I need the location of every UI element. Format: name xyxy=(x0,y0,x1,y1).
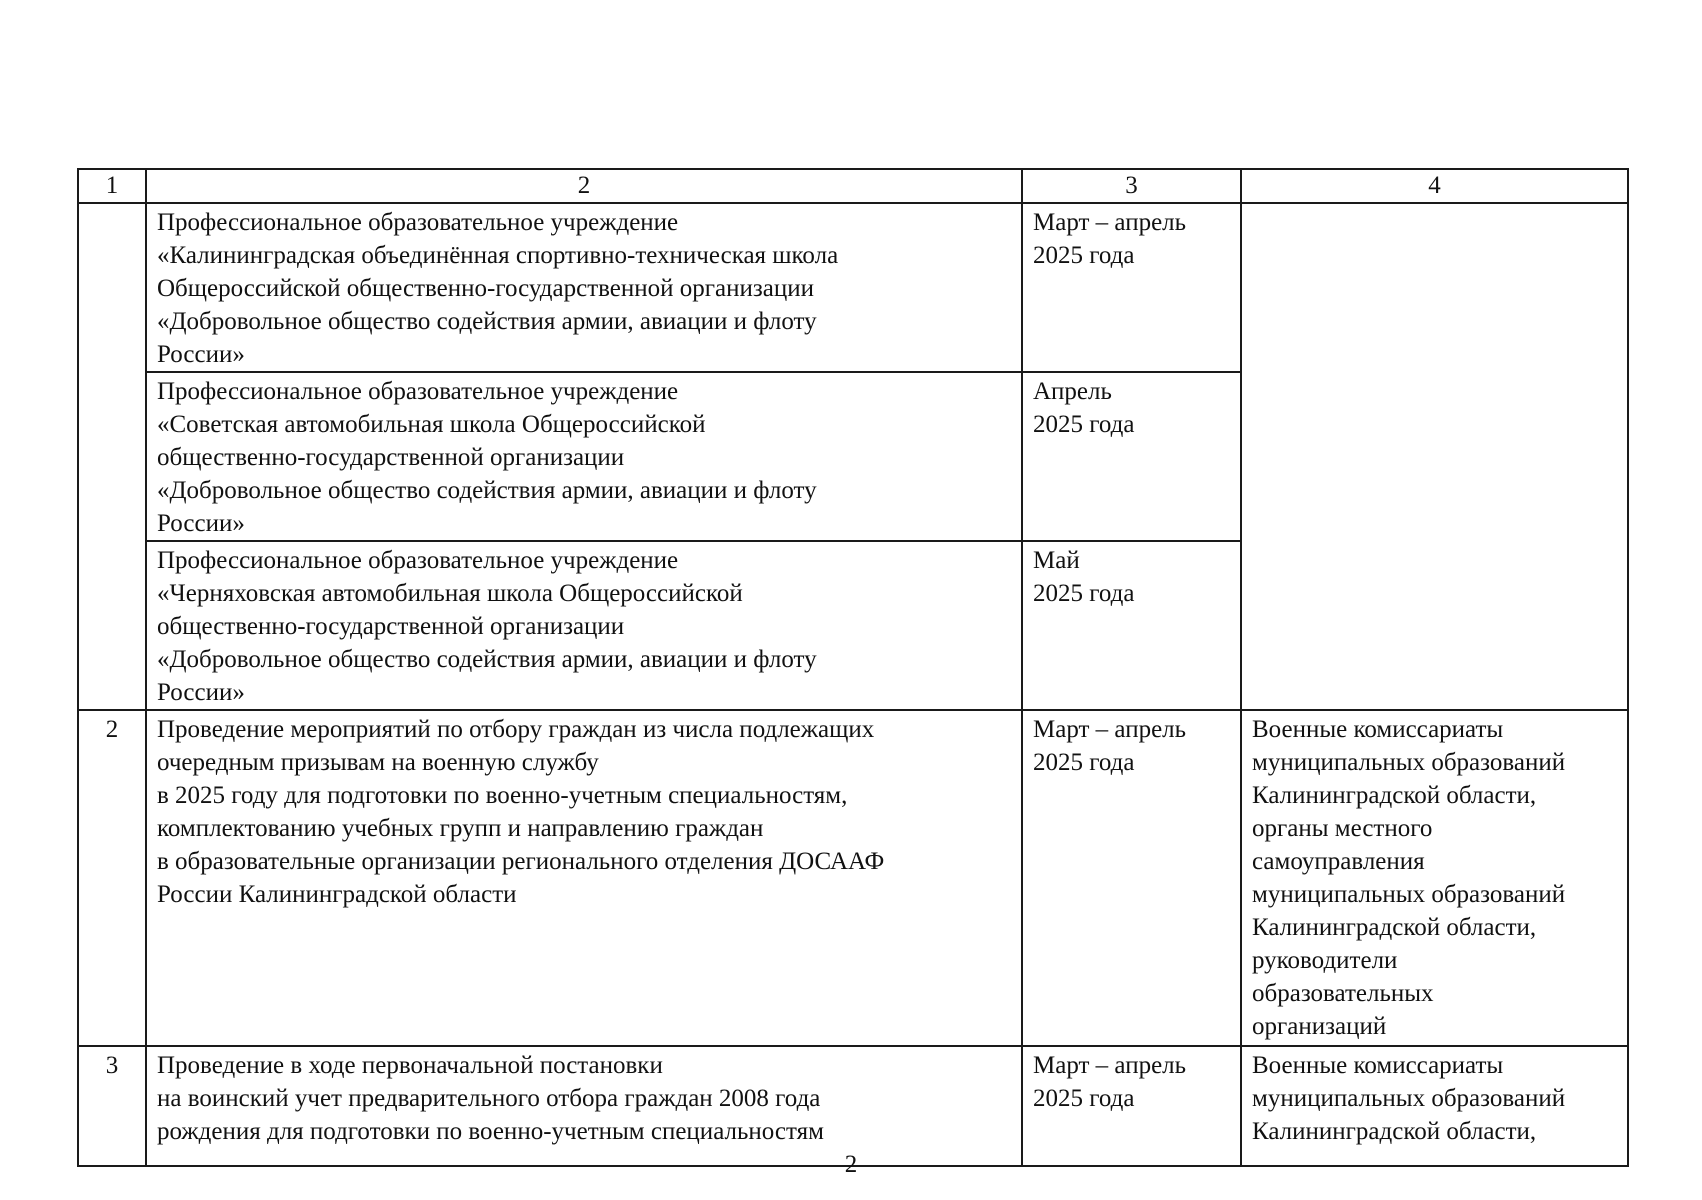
measure-description-cell: Проведение в ходе первоначальной постановки на воинский учет предварительного отбора граждан 2008 года рождения для подготовки по военно-учетным специальностям xyxy=(146,1046,1022,1166)
institution-cell: Профессиональное образовательное учреждение «Советская автомобильная школа Общероссийской общественно-государственной организации «Добровольное общество содействия армии, авиации и флоту России» xyxy=(146,372,1022,541)
table-header-row xyxy=(78,169,1628,203)
page-number: 2 xyxy=(844,1151,858,1178)
header-cell-3: 3 xyxy=(1022,169,1241,203)
header-cell-1: 1 xyxy=(78,169,146,203)
institution-cell: Профессиональное образовательное учреждение «Черняховская автомобильная школа Общероссийской общественно-государственной организации «Добровольное общество содействия армии, авиации и флоту России» xyxy=(146,541,1022,710)
table-row xyxy=(78,710,1628,1046)
responsible-cell: Военные комиссариаты муниципальных образований Калининградской области, xyxy=(1241,1046,1628,1166)
measure-description-cell: Проведение мероприятий по отбору граждан из числа подлежащих очередным призывам на военную службу в 2025 году для подготовки по военно-учетным специальностям, комплектованию учебных групп и направлению граждан в образовательные организации регионального отделения ДОСААФ России Калининградской области xyxy=(146,710,1022,1046)
date-cell: Апрель 2025 года xyxy=(1022,372,1241,541)
row-number-cell: 3 xyxy=(78,1046,146,1166)
row-number-cell: 2 xyxy=(78,710,146,1046)
responsible-cell xyxy=(1241,203,1628,710)
institution-cell: Профессиональное образовательное учреждение «Калининградская объединённая спортивно-техническая школа Общероссийской общественно-государственной организации «Добровольное общество содействия армии, авиации и флоту России» xyxy=(146,203,1022,372)
header-cell-4: 4 xyxy=(1241,169,1628,203)
date-cell: Март – апрель 2025 года xyxy=(1022,1046,1241,1166)
header-cell-2: 2 xyxy=(146,169,1022,203)
table-row xyxy=(78,1046,1628,1166)
row-number-cell xyxy=(78,203,146,710)
date-cell: Март – апрель 2025 года xyxy=(1022,710,1241,1046)
date-cell: Май 2025 года xyxy=(1022,541,1241,710)
table-row xyxy=(78,203,1628,372)
responsible-cell: Военные комиссариаты муниципальных образований Калининградской области, органы местного самоуправления муниципальных образований Калининградской области, руководители образовательных организаций xyxy=(1241,710,1628,1046)
date-cell: Март – апрель 2025 года xyxy=(1022,203,1241,372)
measures-table xyxy=(77,168,1629,1167)
